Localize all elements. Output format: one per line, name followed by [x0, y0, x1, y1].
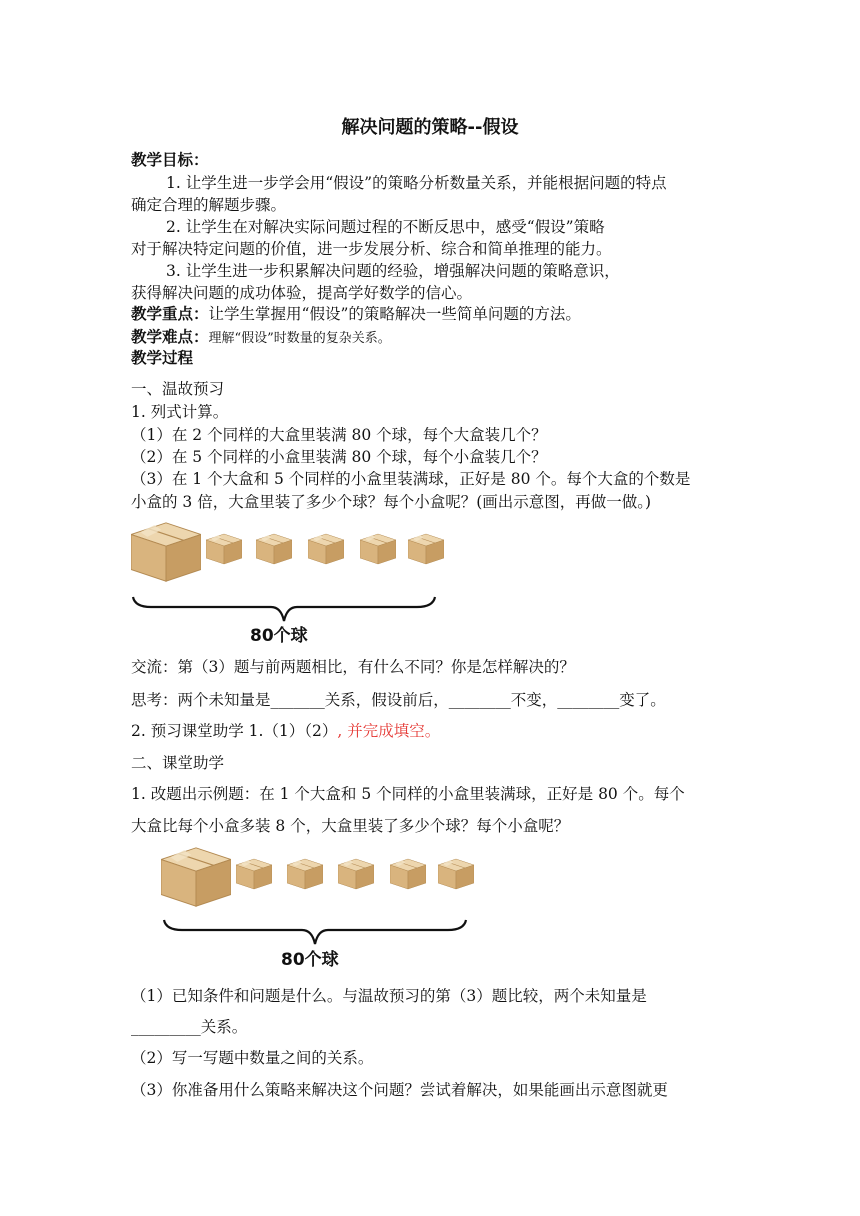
- small-box-image: [308, 533, 344, 565]
- difficulty: [131, 327, 391, 349]
- key-point: [131, 304, 581, 324]
- large-box-image: [161, 847, 231, 907]
- difficulty-text: 理解“假设”时数量的复杂关系。: [208, 331, 391, 346]
- objective-3-line-1: 3. 让学生进一步积累解决问题的经验，增强解决问题的策略意识，: [166, 262, 620, 280]
- objective-2-line-1: 2. 让学生在对解决实际问题过程的不断反思中，感受“假设”策略: [166, 218, 605, 236]
- total-brace: [162, 918, 468, 948]
- small-box-image: [408, 533, 444, 565]
- section1-think: 思考：两个未知量是_______关系，假设前后，________不变，________变了。: [131, 691, 666, 709]
- total-label: 80个球: [250, 626, 308, 646]
- section1-q3-line-2: 小盒的 3 倍，大盒里装了多少个球？每个小盒呢？(画出示意图，再做一做。): [131, 493, 652, 511]
- total-label: 80个球: [281, 950, 339, 970]
- objective-1-line-1: 1. 让学生进一步学会用“假设”的策略分析数量关系，并能根据问题的特点: [166, 174, 667, 192]
- small-box-image: [256, 533, 292, 565]
- section1-sub2-text: 2. 预习课堂助学 1.（1）（2）: [131, 722, 338, 740]
- large-box-image: [131, 522, 201, 582]
- small-box-image: [206, 533, 242, 565]
- small-box-image: [236, 858, 272, 890]
- section2-p1-line-2: _________关系。: [131, 1018, 248, 1036]
- section1-sub1: 1. 列式计算。: [131, 403, 229, 421]
- small-box-image: [360, 533, 396, 565]
- section2-p3: （3）你准备用什么策略来解决这个问题？尝试着解决，如果能画出示意图就更: [131, 1081, 668, 1099]
- page-title: 解决问题的策略--假设: [341, 117, 519, 138]
- section1-sub2-red: , 并完成填空。: [337, 722, 441, 740]
- objectives-heading: 教学目标：: [131, 151, 209, 169]
- small-box-image: [287, 858, 323, 890]
- small-box-image: [438, 858, 474, 890]
- key-point-label: 教学重点：: [131, 305, 209, 323]
- objective-2-line-2: 对于解决特定问题的价值，进一步发展分析、综合和简单推理的能力。: [131, 240, 612, 258]
- section1-q2: （2）在 5 个同样的小盒里装满 80 个球，每个小盒装几个？: [131, 448, 547, 466]
- key-point-text: 让学生掌握用“假设”的策略解决一些简单问题的方法。: [208, 305, 581, 323]
- objective-1-line-2: 确定合理的解题步骤。: [131, 196, 287, 214]
- section1-heading: 一、温故预习: [131, 380, 225, 398]
- small-box-image: [390, 858, 426, 890]
- section1-q3-line-1: （3）在 1 个大盒和 5 个同样的小盒里装满球，正好是 80 个。每个大盒的个数是: [131, 470, 691, 488]
- section1-sub2: [131, 721, 440, 741]
- small-box-image: [338, 858, 374, 890]
- section2-p2: （2）写一写题中数量之间的关系。: [131, 1049, 374, 1067]
- section1-q1: （1）在 2 个同样的大盒里装满 80 个球，每个大盒装几个？: [131, 426, 547, 444]
- objective-3-line-2: 获得解决问题的成功体验，提高学好数学的信心。: [131, 284, 473, 302]
- section1-discuss: 交流：第（3）题与前两题相比，有什么不同？你是怎样解决的？: [131, 658, 575, 676]
- section2-example-line-1: 1. 改题出示例题：在 1 个大盒和 5 个同样的小盒里装满球，正好是 80 个。每个: [131, 785, 685, 803]
- difficulty-label: 教学难点：: [131, 328, 209, 346]
- section2-p1-line-1: （1）已知条件和问题是什么。与温故预习的第（3）题比较，两个未知量是: [131, 987, 647, 1005]
- section2-example-line-2: 大盒比每个小盒多装 8 个，大盒里装了多少个球？每个小盒呢？: [131, 817, 570, 835]
- process-heading: 教学过程: [131, 349, 194, 367]
- section2-heading: 二、课堂助学: [131, 754, 225, 772]
